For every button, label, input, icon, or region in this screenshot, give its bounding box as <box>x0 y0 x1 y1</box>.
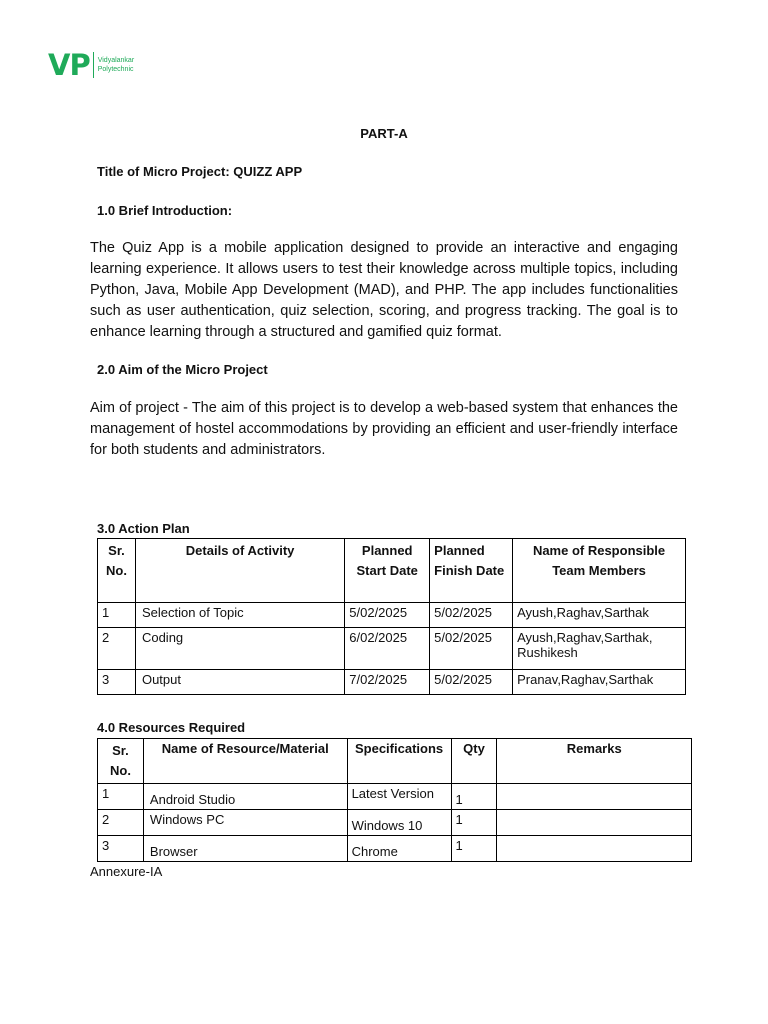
project-title: Title of Micro Project: QUIZZ APP <box>97 164 303 179</box>
cell-start: 5/02/2025 <box>345 603 430 628</box>
logo-line-1: Vidyalankar <box>97 57 135 64</box>
cell-specifications: Chrome <box>347 836 451 862</box>
logo-divider <box>93 52 94 78</box>
cell-remarks <box>497 836 692 862</box>
col-remarks: Remarks <box>497 739 692 784</box>
logo-text <box>98 56 134 74</box>
cell-members: Ayush,Raghav,Sarthak, Rushikesh <box>513 628 686 670</box>
cell-finish: 5/02/2025 <box>430 628 513 670</box>
cell-sr: 3 <box>98 670 136 695</box>
cell-specifications: Windows 10 <box>347 810 451 836</box>
intro-text: The Quiz App is a mobile application designed to provide an interactive and engaging learning experience. It allows users to test their knowledge across multiple topics, including Python, Java, Mobile App Development (MAD), and PHP. The app includes functionalities such as user authentication, quiz selection, scoring, and progress tracking. The goal is to enhance learning through a structured and gamified quiz format. <box>90 240 678 340</box>
cell-sr: 1 <box>98 603 136 628</box>
table-row <box>98 603 686 628</box>
annexure-note: Annexure-IA <box>90 864 163 879</box>
cell-activity: Selection of Topic <box>135 603 344 628</box>
cell-resource-name: Android Studio <box>143 784 347 810</box>
cell-members: Ayush,Raghav,Sarthak <box>513 603 686 628</box>
cell-resource-name: Windows PC <box>143 810 347 836</box>
action-plan-table <box>97 538 686 695</box>
institute-logo <box>48 50 134 80</box>
aim-text: Aim of project - The aim of this project is to develop a web-based system that enhances the management of hostel accommodations by providing an efficient and user-friendly interface for both students and administrators. <box>90 400 678 458</box>
table-row <box>98 670 686 695</box>
col-finish-date: Planned Finish Date <box>430 539 513 603</box>
logo-mark: VP <box>48 48 90 82</box>
col-sr: Sr. No. <box>98 539 136 603</box>
cell-start: 7/02/2025 <box>345 670 430 695</box>
cell-finish: 5/02/2025 <box>430 603 513 628</box>
col-activity: Details of Activity <box>135 539 344 603</box>
cell-sr: 1 <box>98 784 144 810</box>
resources-header-row <box>98 739 692 784</box>
cell-activity: Output <box>135 670 344 695</box>
action-plan-header-row <box>98 539 686 603</box>
table-row <box>98 810 692 836</box>
aim-heading: 2.0 Aim of the Micro Project <box>97 362 268 377</box>
cell-activity: Coding <box>135 628 344 670</box>
cell-remarks <box>497 784 692 810</box>
cell-specifications: Latest Version <box>347 784 451 810</box>
table-row <box>98 836 692 862</box>
part-label: PART-A <box>360 126 408 141</box>
cell-sr: 2 <box>98 810 144 836</box>
cell-resource-name: Browser <box>143 836 347 862</box>
col-sr: Sr. No. <box>98 739 144 784</box>
cell-sr: 2 <box>98 628 136 670</box>
cell-qty: 1 <box>451 836 497 862</box>
action-plan-heading: 3.0 Action Plan <box>97 521 190 536</box>
cell-start: 6/02/2025 <box>345 628 430 670</box>
cell-sr: 3 <box>98 836 144 862</box>
cell-qty: 1 <box>451 810 497 836</box>
intro-heading: 1.0 Brief Introduction: <box>97 203 233 218</box>
resources-heading: 4.0 Resources Required <box>97 720 246 735</box>
cell-members: Pranav,Raghav,Sarthak <box>513 670 686 695</box>
col-qty: Qty <box>451 739 497 784</box>
cell-finish: 5/02/2025 <box>430 670 513 695</box>
col-resource-name: Name of Resource/Material <box>143 739 347 784</box>
col-specifications: Specifications <box>347 739 451 784</box>
col-team-members: Name of Responsible Team Members <box>513 539 686 603</box>
logo-line-2: Polytechnic <box>97 66 134 73</box>
cell-qty: 1 <box>451 784 497 810</box>
table-row <box>98 784 692 810</box>
table-row <box>98 628 686 670</box>
cell-remarks <box>497 810 692 836</box>
resources-table <box>97 738 692 862</box>
col-start-date: Planned Start Date <box>345 539 430 603</box>
